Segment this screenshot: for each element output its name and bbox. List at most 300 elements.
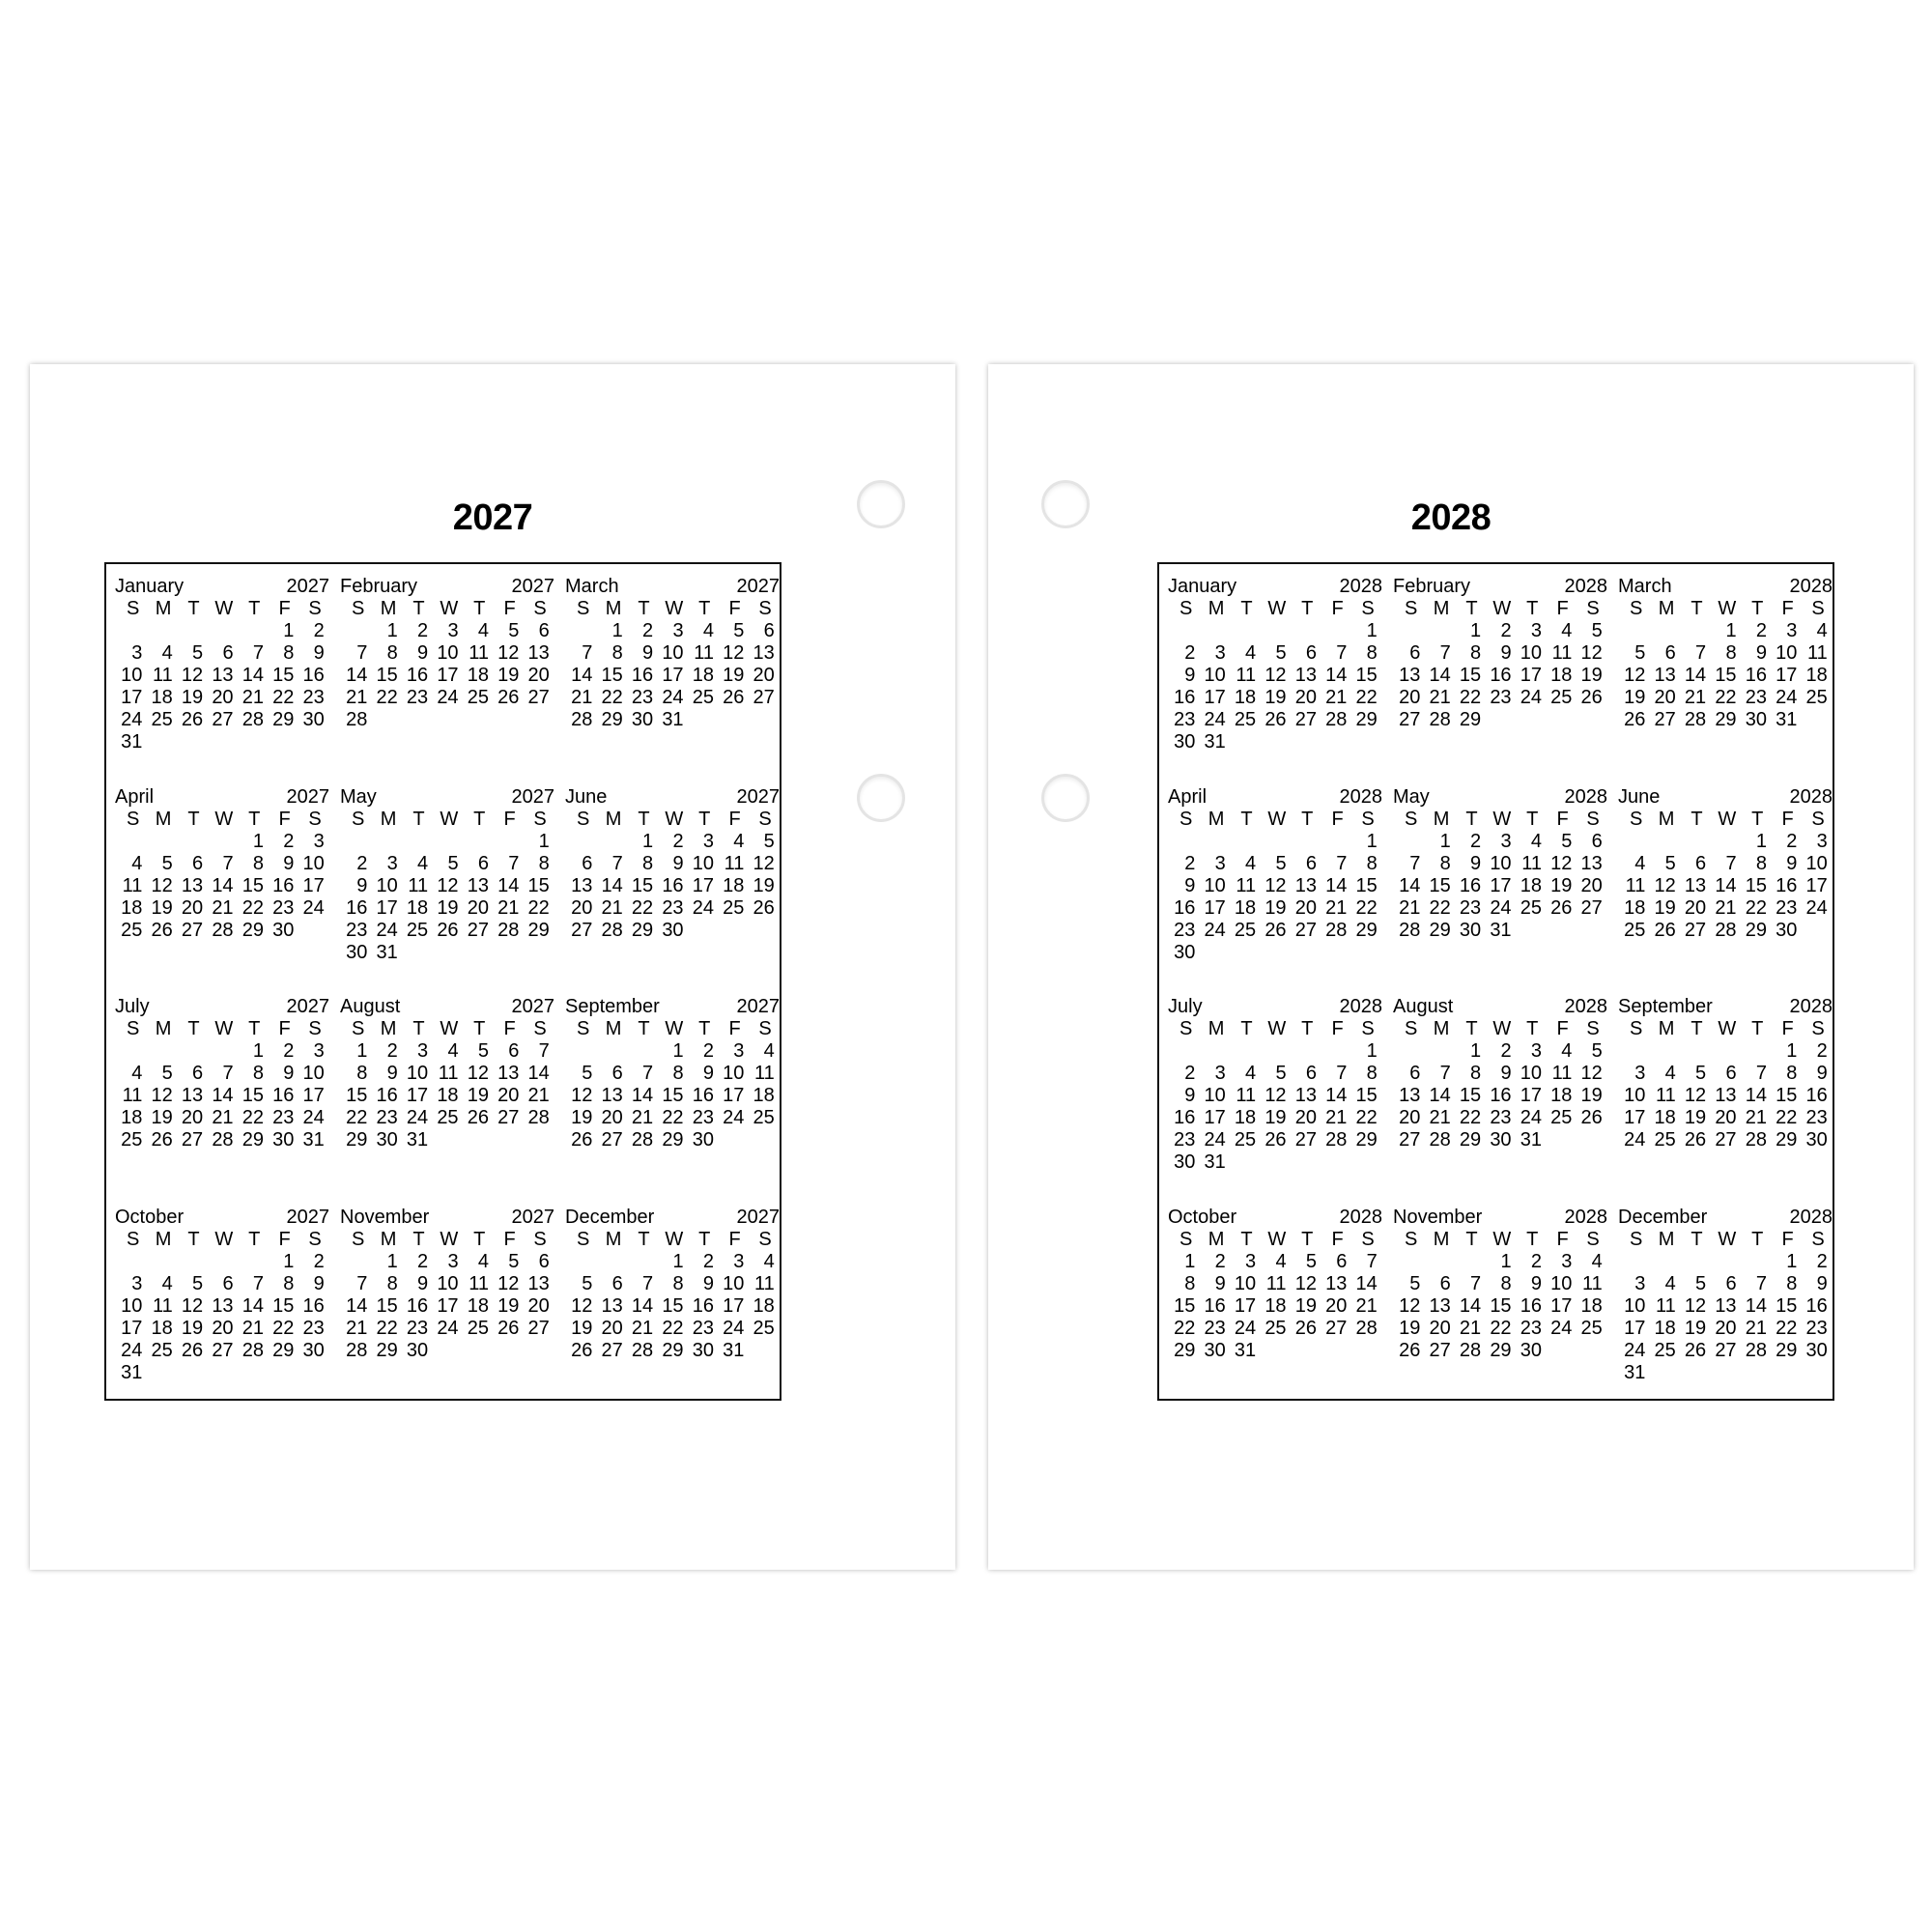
day-cell: 9 bbox=[1214, 1272, 1226, 1294]
day-cell: 6 bbox=[1305, 852, 1317, 874]
day-cell: 23 bbox=[1174, 1129, 1196, 1151]
empty-cell bbox=[1454, 1251, 1484, 1273]
month-december bbox=[565, 1207, 781, 1417]
month-year: 2028 bbox=[1789, 996, 1833, 1017]
month-header bbox=[1393, 576, 1609, 598]
month-year: 2027 bbox=[736, 785, 780, 808]
weekday-label: S bbox=[1630, 1228, 1643, 1250]
day-cell: 23 bbox=[1174, 709, 1196, 730]
empty-cell bbox=[115, 831, 145, 853]
day-cell: 12 bbox=[753, 852, 775, 874]
day-cell: 24 bbox=[1490, 896, 1512, 919]
day-grid bbox=[115, 1040, 331, 1151]
day-cell: 26 bbox=[1399, 1339, 1421, 1361]
day-cell: 23 bbox=[406, 687, 429, 708]
day-cell: 31 bbox=[1234, 1339, 1257, 1361]
day-cell: 21 bbox=[1429, 687, 1451, 708]
weekday-label: T bbox=[187, 1018, 200, 1039]
weekday-label: S bbox=[308, 808, 322, 830]
weekday-label: M bbox=[605, 598, 622, 619]
day-cell: 13 bbox=[497, 1063, 520, 1084]
day-cell: 12 bbox=[1264, 665, 1287, 686]
weekday-label: S bbox=[127, 1018, 140, 1039]
day-cell: 6 bbox=[1336, 1250, 1348, 1272]
empty-cell bbox=[1393, 1251, 1423, 1273]
month-year: 2027 bbox=[511, 785, 554, 808]
day-cell: 11 bbox=[753, 1063, 775, 1084]
day-cell: 4 bbox=[702, 620, 714, 641]
day-cell: 21 bbox=[242, 687, 264, 708]
empty-cell bbox=[1320, 1040, 1350, 1063]
day-cell: 16 bbox=[1174, 1107, 1196, 1128]
day-cell: 8 bbox=[1755, 852, 1767, 874]
day-cell: 3 bbox=[313, 1040, 325, 1062]
day-cell: 15 bbox=[1459, 1085, 1482, 1106]
day-cell: 13 bbox=[1399, 1085, 1421, 1106]
day-cell: 19 bbox=[1294, 1294, 1317, 1317]
empty-cell bbox=[1648, 831, 1678, 853]
day-cell: 15 bbox=[1174, 1294, 1196, 1317]
day-cell: 14 bbox=[1715, 874, 1737, 896]
day-cell: 7 bbox=[508, 852, 520, 874]
weekday-label: S bbox=[1361, 598, 1375, 619]
month-header bbox=[1618, 576, 1834, 598]
day-cell: 24 bbox=[121, 1339, 143, 1361]
day-cell: 2 bbox=[642, 620, 654, 641]
day-cell: 16 bbox=[631, 665, 654, 686]
empty-cell bbox=[1229, 620, 1259, 642]
month-name: March bbox=[565, 576, 619, 597]
weekday-label: W bbox=[214, 1228, 234, 1250]
day-cell: 3 bbox=[131, 642, 143, 664]
day-cell: 1 bbox=[386, 620, 398, 641]
day-cell: 27 bbox=[1715, 1129, 1737, 1151]
empty-cell bbox=[1648, 620, 1678, 642]
empty-cell bbox=[626, 1040, 656, 1063]
weekday-label: T bbox=[1690, 1018, 1703, 1039]
weekday-row bbox=[565, 1018, 781, 1040]
day-cell: 8 bbox=[283, 1272, 295, 1294]
day-cell: 30 bbox=[1490, 1129, 1512, 1151]
day-cell: 26 bbox=[151, 1129, 173, 1151]
day-cell: 2 bbox=[313, 620, 325, 641]
day-grid bbox=[115, 1251, 331, 1384]
day-cell: 15 bbox=[527, 874, 550, 896]
empty-cell bbox=[1320, 620, 1350, 642]
day-cell: 18 bbox=[467, 1294, 489, 1317]
empty-cell bbox=[1740, 1251, 1770, 1273]
day-cell: 8 bbox=[1366, 642, 1378, 664]
day-cell: 29 bbox=[242, 919, 264, 941]
calendar-page-2027 bbox=[30, 364, 955, 1570]
day-cell: 18 bbox=[753, 1294, 775, 1317]
day-cell: 16 bbox=[272, 1085, 295, 1106]
day-cell: 13 bbox=[601, 1294, 623, 1317]
day-cell: 10 bbox=[376, 874, 398, 896]
day-cell: 29 bbox=[1490, 1339, 1512, 1361]
day-cell: 8 bbox=[1366, 852, 1378, 874]
weekday-label: W bbox=[440, 1228, 459, 1250]
day-cell: 19 bbox=[181, 687, 204, 708]
day-cell: 3 bbox=[447, 1250, 459, 1272]
day-cell: 24 bbox=[662, 687, 684, 708]
day-cell: 3 bbox=[733, 1040, 745, 1062]
day-cell: 23 bbox=[1490, 1107, 1512, 1128]
day-cell: 15 bbox=[1355, 665, 1378, 686]
weekday-label: S bbox=[308, 1228, 322, 1250]
weekday-label: S bbox=[533, 1018, 547, 1039]
day-cell: 16 bbox=[272, 874, 295, 896]
day-cell: 2 bbox=[417, 620, 429, 641]
day-cell: 27 bbox=[212, 1339, 234, 1361]
day-cell: 13 bbox=[1654, 665, 1676, 686]
weekday-label: M bbox=[380, 1018, 397, 1039]
day-cell: 24 bbox=[723, 1317, 745, 1339]
day-cell: 19 bbox=[1399, 1317, 1421, 1339]
day-grid bbox=[1393, 831, 1609, 942]
day-cell: 14 bbox=[1745, 1294, 1767, 1317]
weekday-label: T bbox=[1465, 808, 1478, 830]
day-cell: 24 bbox=[1204, 1129, 1226, 1151]
weekday-label: T bbox=[187, 1228, 200, 1250]
weekday-label: T bbox=[698, 1018, 711, 1039]
day-cell: 15 bbox=[1355, 874, 1378, 896]
day-cell: 2 bbox=[1470, 830, 1482, 852]
day-cell: 23 bbox=[1459, 896, 1482, 919]
month-july bbox=[1168, 996, 1384, 1207]
empty-cell bbox=[1168, 831, 1198, 853]
day-cell: 4 bbox=[1664, 1272, 1676, 1294]
day-grid bbox=[340, 1040, 556, 1151]
day-cell: 12 bbox=[571, 1294, 593, 1317]
day-cell: 9 bbox=[1816, 1272, 1828, 1294]
weekday-label: T bbox=[1526, 808, 1539, 830]
day-cell: 28 bbox=[571, 709, 593, 730]
day-cell: 5 bbox=[1591, 620, 1603, 641]
month-january bbox=[1168, 576, 1384, 786]
weekday-label: S bbox=[577, 1228, 590, 1250]
month-april bbox=[1168, 786, 1384, 997]
day-cell: 27 bbox=[181, 919, 204, 941]
day-cell: 22 bbox=[1776, 1317, 1798, 1339]
day-cell: 22 bbox=[662, 1317, 684, 1339]
day-cell: 21 bbox=[1325, 1107, 1348, 1128]
day-cell: 5 bbox=[733, 620, 745, 641]
day-cell: 6 bbox=[1591, 830, 1603, 852]
day-cell: 25 bbox=[121, 919, 143, 941]
weekday-label: T bbox=[1301, 598, 1314, 619]
day-cell: 28 bbox=[242, 1339, 264, 1361]
day-cell: 11 bbox=[1551, 642, 1573, 664]
day-cell: 23 bbox=[1174, 919, 1196, 941]
day-cell: 2 bbox=[672, 830, 684, 852]
day-cell: 12 bbox=[467, 1063, 489, 1084]
day-cell: 12 bbox=[1264, 1085, 1287, 1106]
weekday-label: F bbox=[728, 1228, 741, 1250]
day-cell: 12 bbox=[723, 642, 745, 664]
empty-cell bbox=[1198, 620, 1228, 642]
day-cell: 19 bbox=[1684, 1107, 1707, 1128]
empty-cell bbox=[1259, 831, 1289, 853]
day-cell: 18 bbox=[1234, 687, 1257, 708]
day-cell: 5 bbox=[1591, 1040, 1603, 1062]
month-header bbox=[1168, 576, 1384, 598]
day-cell: 6 bbox=[222, 1272, 234, 1294]
day-cell: 16 bbox=[662, 874, 684, 896]
empty-cell bbox=[1423, 620, 1453, 642]
weekday-label: T bbox=[473, 1228, 486, 1250]
weekday-label: M bbox=[155, 1228, 172, 1250]
day-cell: 27 bbox=[1294, 1129, 1317, 1151]
day-grid bbox=[1168, 620, 1384, 753]
day-cell: 6 bbox=[538, 1250, 550, 1272]
day-cell: 16 bbox=[346, 896, 368, 919]
day-cell: 18 bbox=[1654, 1317, 1676, 1339]
day-cell: 17 bbox=[1624, 1317, 1646, 1339]
month-header bbox=[1618, 786, 1834, 809]
day-cell: 17 bbox=[662, 665, 684, 686]
weekday-label: F bbox=[278, 1018, 291, 1039]
month-year: 2028 bbox=[1339, 1206, 1382, 1228]
day-cell: 11 bbox=[1236, 1085, 1257, 1106]
empty-cell bbox=[340, 620, 370, 642]
empty-cell bbox=[340, 1251, 370, 1273]
day-cell: 19 bbox=[151, 896, 173, 919]
day-cell: 3 bbox=[733, 1250, 745, 1272]
day-cell: 13 bbox=[1715, 1294, 1737, 1317]
day-cell: 25 bbox=[1234, 1129, 1257, 1151]
day-cell: 17 bbox=[302, 874, 325, 896]
day-cell: 13 bbox=[181, 874, 204, 896]
day-cell: 15 bbox=[1459, 665, 1482, 686]
day-cell: 12 bbox=[1654, 874, 1676, 896]
day-cell: 16 bbox=[302, 665, 325, 686]
day-grid bbox=[1168, 1040, 1384, 1174]
day-cell: 20 bbox=[181, 1107, 204, 1128]
month-september bbox=[1618, 996, 1834, 1207]
months-grid bbox=[115, 576, 781, 1416]
day-cell: 14 bbox=[346, 665, 368, 686]
month-header bbox=[340, 786, 556, 809]
month-august bbox=[1393, 996, 1609, 1207]
day-cell: 4 bbox=[1245, 852, 1257, 874]
day-cell: 16 bbox=[1490, 1085, 1512, 1106]
day-cell: 29 bbox=[376, 1339, 398, 1361]
empty-cell bbox=[565, 831, 595, 853]
weekday-label: T bbox=[1526, 1018, 1539, 1039]
day-cell: 16 bbox=[406, 665, 429, 686]
day-cell: 12 bbox=[437, 874, 459, 896]
day-cell: 1 bbox=[252, 1040, 264, 1062]
month-june bbox=[565, 786, 781, 997]
day-cell: 27 bbox=[1399, 1129, 1421, 1151]
month-year: 2027 bbox=[286, 996, 329, 1017]
day-cell: 24 bbox=[1624, 1129, 1646, 1151]
day-cell: 21 bbox=[571, 687, 593, 708]
day-cell: 22 bbox=[272, 687, 295, 708]
weekday-label: S bbox=[1586, 808, 1600, 830]
day-cell: 4 bbox=[763, 1250, 775, 1272]
day-cell: 5 bbox=[447, 852, 459, 874]
month-february bbox=[1393, 576, 1609, 786]
day-cell: 15 bbox=[272, 1294, 295, 1317]
weekday-label: T bbox=[1240, 1018, 1253, 1039]
day-cell: 18 bbox=[1520, 874, 1542, 896]
day-cell: 14 bbox=[242, 665, 264, 686]
weekday-label: T bbox=[638, 1228, 650, 1250]
day-cell: 22 bbox=[527, 896, 550, 919]
day-cell: 13 bbox=[527, 1272, 550, 1294]
day-cell: 14 bbox=[1429, 665, 1451, 686]
day-cell: 1 bbox=[672, 1250, 684, 1272]
day-cell: 30 bbox=[376, 1129, 398, 1151]
day-cell: 23 bbox=[302, 687, 325, 708]
day-cell: 12 bbox=[1580, 1063, 1603, 1084]
day-cell: 6 bbox=[582, 852, 593, 874]
weekday-label: T bbox=[1690, 1228, 1703, 1250]
day-cell: 7 bbox=[1366, 1250, 1378, 1272]
day-cell: 13 bbox=[1580, 852, 1603, 874]
day-cell: 25 bbox=[151, 1339, 173, 1361]
weekday-label: T bbox=[1465, 1228, 1478, 1250]
day-cell: 9 bbox=[702, 1272, 714, 1294]
month-july bbox=[115, 996, 331, 1207]
day-cell: 21 bbox=[346, 687, 368, 708]
day-cell: 23 bbox=[1745, 687, 1767, 708]
day-cell: 10 bbox=[1204, 665, 1226, 686]
weekday-row bbox=[1168, 1229, 1384, 1251]
weekday-label: S bbox=[127, 1228, 140, 1250]
day-cell: 31 bbox=[121, 731, 143, 753]
day-cell: 1 bbox=[252, 830, 264, 852]
day-cell: 3 bbox=[1530, 1040, 1542, 1062]
day-cell: 23 bbox=[1520, 1317, 1542, 1339]
day-cell: 29 bbox=[1459, 709, 1482, 730]
day-cell: 3 bbox=[1816, 830, 1828, 852]
empty-cell bbox=[176, 1251, 206, 1273]
day-cell: 8 bbox=[642, 852, 654, 874]
day-cell: 10 bbox=[1776, 642, 1798, 664]
day-cell: 22 bbox=[1715, 687, 1737, 708]
weekday-label: W bbox=[1718, 1018, 1737, 1039]
day-cell: 28 bbox=[212, 1129, 234, 1151]
empty-cell bbox=[237, 1251, 267, 1273]
day-cell: 27 bbox=[1325, 1317, 1348, 1339]
day-cell: 5 bbox=[192, 642, 204, 664]
month-name: January bbox=[1168, 576, 1237, 597]
weekday-label: S bbox=[1179, 1018, 1193, 1039]
weekday-row bbox=[1393, 598, 1609, 620]
month-year: 2028 bbox=[1339, 996, 1382, 1017]
weekday-label: T bbox=[1751, 1018, 1764, 1039]
day-cell: 30 bbox=[1805, 1339, 1828, 1361]
day-cell: 4 bbox=[417, 852, 429, 874]
day-cell: 6 bbox=[1305, 1063, 1317, 1084]
weekday-label: W bbox=[1492, 1228, 1512, 1250]
day-cell: 4 bbox=[1816, 620, 1828, 641]
day-cell: 26 bbox=[571, 1339, 593, 1361]
day-cell: 15 bbox=[1490, 1294, 1512, 1317]
day-cell: 17 bbox=[692, 874, 714, 896]
weekday-label: M bbox=[1433, 598, 1450, 619]
weekday-label: S bbox=[352, 598, 365, 619]
day-cell: 25 bbox=[1264, 1317, 1287, 1339]
day-cell: 28 bbox=[1325, 1129, 1348, 1151]
day-cell: 21 bbox=[1715, 896, 1737, 919]
day-cell: 1 bbox=[1786, 1250, 1798, 1272]
day-cell: 24 bbox=[723, 1107, 745, 1128]
day-cell: 21 bbox=[346, 1317, 368, 1339]
day-cell: 11 bbox=[1236, 874, 1257, 896]
day-cell: 16 bbox=[1204, 1294, 1226, 1317]
day-cell: 20 bbox=[1580, 874, 1603, 896]
day-cell: 8 bbox=[1786, 1272, 1798, 1294]
empty-cell bbox=[1618, 1040, 1648, 1063]
month-name: February bbox=[1393, 576, 1471, 597]
day-cell: 28 bbox=[1429, 1129, 1451, 1151]
month-september bbox=[565, 996, 781, 1207]
day-cell: 20 bbox=[1715, 1317, 1737, 1339]
day-cell: 26 bbox=[1684, 1129, 1707, 1151]
month-header bbox=[1618, 996, 1834, 1018]
day-cell: 8 bbox=[672, 1272, 684, 1294]
weekday-label: M bbox=[1433, 808, 1450, 830]
weekday-label: M bbox=[605, 1228, 622, 1250]
day-cell: 25 bbox=[1654, 1339, 1676, 1361]
day-cell: 21 bbox=[1429, 1107, 1451, 1128]
weekday-label: M bbox=[155, 598, 172, 619]
day-cell: 15 bbox=[376, 1294, 398, 1317]
day-cell: 9 bbox=[356, 874, 368, 896]
weekday-label: T bbox=[1465, 598, 1478, 619]
day-cell: 10 bbox=[1624, 1294, 1646, 1317]
day-cell: 25 bbox=[1550, 687, 1573, 708]
day-cell: 12 bbox=[1684, 1294, 1707, 1317]
day-cell: 19 bbox=[1264, 896, 1287, 919]
day-cell: 1 bbox=[1470, 620, 1482, 641]
day-cell: 26 bbox=[181, 709, 204, 730]
day-cell: 18 bbox=[753, 1085, 775, 1106]
day-cell: 18 bbox=[1624, 896, 1646, 919]
weekday-label: T bbox=[1465, 1018, 1478, 1039]
day-cell: 30 bbox=[346, 941, 368, 963]
day-cell: 14 bbox=[1429, 1085, 1451, 1106]
weekday-label: S bbox=[533, 808, 547, 830]
day-cell: 3 bbox=[702, 830, 714, 852]
month-name: May bbox=[1393, 785, 1430, 808]
month-name: July bbox=[115, 996, 150, 1017]
day-cell: 24 bbox=[1624, 1339, 1646, 1361]
weekday-label: W bbox=[1718, 808, 1737, 830]
day-cell: 11 bbox=[1581, 1272, 1603, 1294]
month-march bbox=[1618, 576, 1834, 786]
month-year: 2028 bbox=[1339, 576, 1382, 597]
day-cell: 28 bbox=[1429, 709, 1451, 730]
day-cell: 14 bbox=[631, 1085, 654, 1106]
day-cell: 26 bbox=[467, 1107, 489, 1128]
day-cell: 13 bbox=[1294, 1085, 1317, 1106]
empty-cell bbox=[1229, 831, 1259, 853]
day-cell: 14 bbox=[497, 874, 520, 896]
month-year: 2027 bbox=[511, 1206, 554, 1228]
weekday-row bbox=[115, 1018, 331, 1040]
month-name: July bbox=[1168, 996, 1203, 1017]
day-cell: 6 bbox=[192, 1063, 204, 1084]
day-cell: 5 bbox=[1275, 642, 1287, 664]
weekday-label: T bbox=[1751, 598, 1764, 619]
day-cell: 19 bbox=[571, 1317, 593, 1339]
weekday-label: W bbox=[1267, 1018, 1287, 1039]
